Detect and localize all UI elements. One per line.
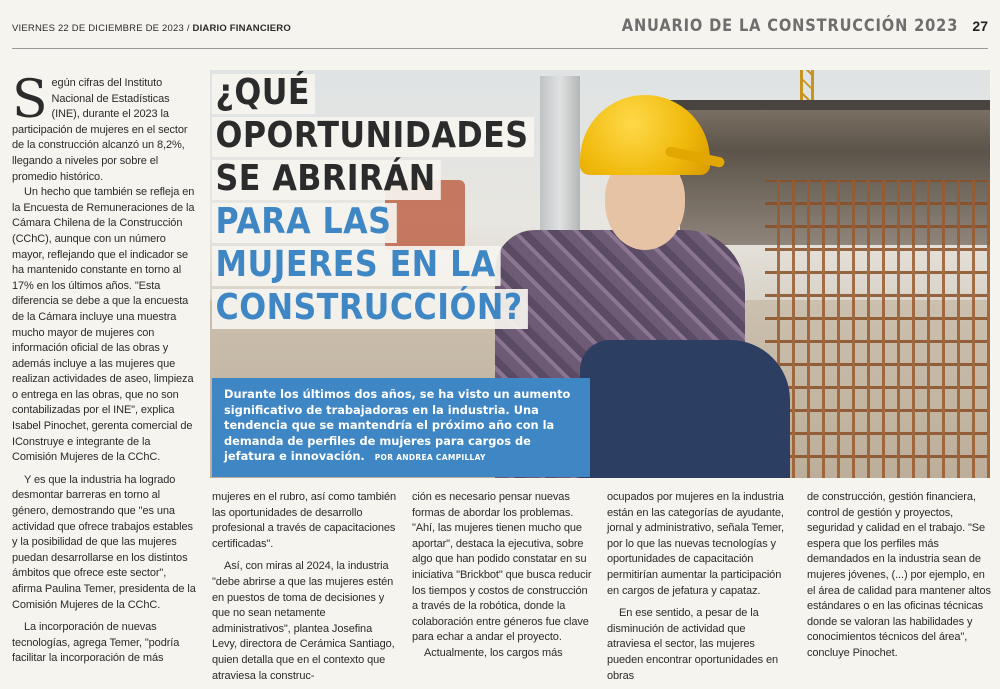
article-column-4: [607, 490, 791, 684]
paragraph: Así, con miras al 2024, la industria "debe abrirse a que las mujeres estén en puestos de toma de decisiones y que no sean netamente administrativos", plantea Josefina Levy, directora de Cerámica Santiago, quien detalla que en el contexto que atraviesa la construc-: [212, 560, 395, 682]
paragraph: de construcción, gestión financiera, control de gestión y proyectos, seguridad y calidad en el trabajo. "Se espera que los perfiles más demandados en la industria sean de mujeres jóvenes, (...) por ejemplo, en el área de calidad para mantener altos estándares o en las oficinas técnicas donde se valoran las habilidades y conocimientos técnicos del área", concluye Pinochet.: [807, 491, 991, 659]
paragraph: En ese sentido, a pesar de la disminución de actividad que atraviesa el sector, las mujeres pueden encontrar oportunidades en obras: [607, 607, 779, 682]
headline-line: SE ABRIRÁN: [212, 160, 441, 200]
headline-line: PARA LAS: [212, 203, 397, 243]
publication-name: DIARIO FINANCIERO: [192, 23, 291, 34]
paragraph: [12, 70, 198, 185]
page-header: [12, 10, 988, 50]
drop-cap: S: [12, 70, 48, 130]
lede-text: Durante los últimos dos años, se ha visto un aumento significativo de trabajadoras en la industria. Una tendencia que se mantendría el próximo año con la demanda de perfiles de mujeres para cargos de jefatura e innovación.: [224, 387, 571, 464]
article-headline: [212, 74, 578, 332]
lede-box: [212, 378, 590, 477]
paragraph-gap: [607, 599, 791, 606]
paragraph-text: egún cifras del Instituto Nacional de Estadísticas (INE), durante el 2023 la participación de mujeres en el sector de la construcción alcanzó un 8,2%, llegando a niveles por sobre el promedio histórico.: [12, 77, 188, 183]
paragraph: Y es que la industria ha logrado desmontar barreras en torno al género, demostrando que "es una actividad que ofrece trabajos estables y la posibilidad de que las mujeres puedan desarrollarse en los distintos ámbitos que ofrece este sector", afirma Paulina Temer, presidenta de la Comisión Mujeres de la CChC.: [12, 473, 196, 611]
date-text: VIERNES 22 DE DICIEMBRE DE 2023 /: [12, 23, 190, 34]
header-divider: [12, 48, 988, 49]
paragraph: ción es necesario pensar nuevas formas de abordar los problemas. "Ahí, las mujeres tienen mucho que aportar", destaca la ejecutiva, sobre algo que han podido constatar en su iniciativa "Brickbot" que busca reducir los tiempos y costos de construcción a través de la robótica, donde la colaboración entre géneros fue clave para echar a andar el proyecto.: [412, 491, 592, 644]
article-column-2: [212, 490, 396, 684]
headline-line: ¿QUÉ: [212, 74, 315, 114]
paragraph: La incorporación de nuevas tecnologías, agrega Temer, "podría facilitar la incorporación de más: [12, 621, 180, 665]
headline-line: CONSTRUCCIÓN?: [212, 289, 528, 329]
paragraph-gap: [12, 613, 198, 620]
paragraph-gap: [212, 552, 396, 559]
paragraph: mujeres en el rubro, así como también las oportunidades de desarrollo profesional a través de capacitaciones certificadas".: [212, 491, 396, 550]
byline: POR ANDREA CAMPILLAY: [374, 453, 486, 463]
article-column-3: [412, 490, 596, 662]
dateline: [12, 23, 291, 34]
rebar-cage-shape: [765, 180, 990, 478]
paragraph: Un hecho que también se refleja en la Encuesta de Remuneraciones de la Cámara Chilena de la Construcción (CChC), aunque con un número mayor, reflejando que el indicador se ha mantenido constante en torno al 17% en los últimos años. "Esta diferencia se debe a que la encuesta de la Cámara incluye una muestra mucho mayor de mujeres con información oficial de las obras y además incluye a las mujeres que realizan actividades de aseo, limpieza o entrega en las obras, que no son contabilizadas por el INE", explica Isabel Pinochet, gerenta comercial de IConstruye e integrante de la Comisión Mujeres de la CChC.: [12, 186, 195, 464]
headline-line: OPORTUNIDADES: [212, 117, 534, 157]
worker-pants-shape: [580, 340, 790, 478]
paragraph: ocupados por mujeres en la industria están en las categorías de ayudante, jornal y administrativo, señala Temer, por lo que las nuevas tecnologías y oportunidades de capacitación permitirían aumentar la participación en cargos de jefatura y capataz.: [607, 491, 784, 597]
section-title: ANUARIO DE LA CONSTRUCCIÓN 2023: [621, 16, 959, 36]
article-column-5: [807, 490, 991, 662]
page-number: 27: [972, 18, 988, 34]
paragraph: Actualmente, los cargos más: [424, 646, 563, 659]
article-column-1: [12, 70, 198, 667]
headline-line: MUJERES EN LA: [212, 246, 501, 286]
section-header: [567, 16, 988, 36]
paragraph-gap: [12, 466, 198, 473]
